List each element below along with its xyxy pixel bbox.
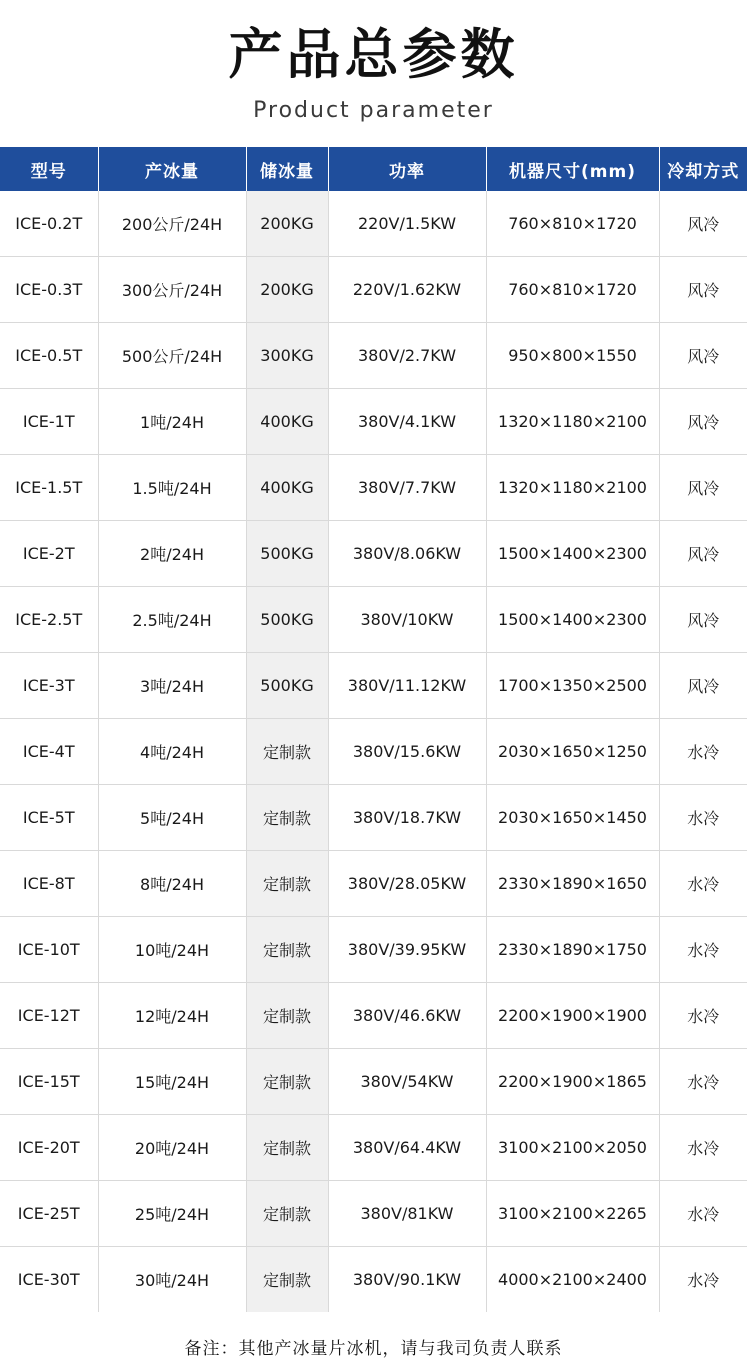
column-header-power: 功率 <box>328 147 486 191</box>
table-row <box>0 653 747 719</box>
table-row <box>0 1247 747 1313</box>
table-cell: ICE-0.5T <box>0 323 98 389</box>
table-row <box>0 851 747 917</box>
table-cell: 380V/4.1KW <box>328 389 486 455</box>
page-header <box>0 0 747 123</box>
table-cell: 8吨/24H <box>98 851 246 917</box>
table-cell: 定制款 <box>246 851 328 917</box>
table-cell: 380V/10KW <box>328 587 486 653</box>
table-cell: ICE-2.5T <box>0 587 98 653</box>
table-cell: 2200×1900×1900 <box>486 983 659 1049</box>
table-cell: 200KG <box>246 191 328 257</box>
table-cell: ICE-20T <box>0 1115 98 1181</box>
table-cell: 500KG <box>246 653 328 719</box>
table-row <box>0 785 747 851</box>
spec-table <box>0 147 747 1312</box>
table-cell: 760×810×1720 <box>486 257 659 323</box>
table-cell: 380V/2.7KW <box>328 323 486 389</box>
table-cell: 风冷 <box>659 587 747 653</box>
table-cell: ICE-1.5T <box>0 455 98 521</box>
table-cell: 风冷 <box>659 191 747 257</box>
table-cell: 5吨/24H <box>98 785 246 851</box>
table-cell: 380V/64.4KW <box>328 1115 486 1181</box>
table-row <box>0 323 747 389</box>
table-cell: 950×800×1550 <box>486 323 659 389</box>
table-cell: 380V/81KW <box>328 1181 486 1247</box>
table-cell: ICE-25T <box>0 1181 98 1247</box>
table-row <box>0 257 747 323</box>
spec-table-head <box>0 147 747 191</box>
table-cell: 12吨/24H <box>98 983 246 1049</box>
table-cell: ICE-10T <box>0 917 98 983</box>
table-cell: ICE-2T <box>0 521 98 587</box>
table-cell: 500公斤/24H <box>98 323 246 389</box>
table-cell: ICE-12T <box>0 983 98 1049</box>
table-cell: 定制款 <box>246 1115 328 1181</box>
table-cell: 2030×1650×1250 <box>486 719 659 785</box>
table-cell: 风冷 <box>659 653 747 719</box>
table-cell: 1320×1180×2100 <box>486 455 659 521</box>
table-cell: ICE-4T <box>0 719 98 785</box>
table-cell: 380V/8.06KW <box>328 521 486 587</box>
table-cell: 380V/90.1KW <box>328 1247 486 1313</box>
table-cell: 300公斤/24H <box>98 257 246 323</box>
table-cell: 定制款 <box>246 983 328 1049</box>
table-row <box>0 719 747 785</box>
table-cell: 10吨/24H <box>98 917 246 983</box>
table-cell: 1500×1400×2300 <box>486 521 659 587</box>
table-cell: 1500×1400×2300 <box>486 587 659 653</box>
table-cell: 2330×1890×1650 <box>486 851 659 917</box>
table-cell: 风冷 <box>659 389 747 455</box>
table-cell: 风冷 <box>659 521 747 587</box>
table-cell: 水冷 <box>659 1181 747 1247</box>
table-cell: 水冷 <box>659 719 747 785</box>
table-cell: ICE-15T <box>0 1049 98 1115</box>
table-cell: 500KG <box>246 587 328 653</box>
table-cell: 定制款 <box>246 785 328 851</box>
table-cell: 4000×2100×2400 <box>486 1247 659 1313</box>
table-cell: 定制款 <box>246 1181 328 1247</box>
table-cell: 水冷 <box>659 1247 747 1313</box>
table-cell: 380V/39.95KW <box>328 917 486 983</box>
table-cell: 380V/11.12KW <box>328 653 486 719</box>
table-row <box>0 587 747 653</box>
table-cell: 2330×1890×1750 <box>486 917 659 983</box>
table-cell: 220V/1.5KW <box>328 191 486 257</box>
table-header-row <box>0 147 747 191</box>
table-cell: 1320×1180×2100 <box>486 389 659 455</box>
table-row <box>0 455 747 521</box>
table-cell: 水冷 <box>659 1115 747 1181</box>
table-cell: 400KG <box>246 389 328 455</box>
table-cell: 3吨/24H <box>98 653 246 719</box>
table-cell: 水冷 <box>659 1049 747 1115</box>
table-cell: 760×810×1720 <box>486 191 659 257</box>
table-cell: 风冷 <box>659 257 747 323</box>
table-cell: ICE-8T <box>0 851 98 917</box>
page-title: 产品总参数 <box>228 23 519 86</box>
spec-table-body <box>0 191 747 1312</box>
table-cell: 200KG <box>246 257 328 323</box>
table-cell: 定制款 <box>246 1049 328 1115</box>
table-cell: 25吨/24H <box>98 1181 246 1247</box>
table-cell: ICE-3T <box>0 653 98 719</box>
table-row <box>0 1115 747 1181</box>
table-cell: ICE-0.2T <box>0 191 98 257</box>
table-cell: 380V/7.7KW <box>328 455 486 521</box>
table-row <box>0 389 747 455</box>
table-row <box>0 521 747 587</box>
table-cell: 30吨/24H <box>98 1247 246 1313</box>
footer-note: 备注：其他产冰量片冰机，请与我司负责人联系 <box>184 1339 563 1359</box>
table-cell: ICE-0.3T <box>0 257 98 323</box>
table-cell: 2200×1900×1865 <box>486 1049 659 1115</box>
table-cell: 1吨/24H <box>98 389 246 455</box>
table-cell: 15吨/24H <box>98 1049 246 1115</box>
table-cell: 定制款 <box>246 1247 328 1313</box>
column-header-model: 型号 <box>0 147 98 191</box>
table-cell: 400KG <box>246 455 328 521</box>
table-cell: 20吨/24H <box>98 1115 246 1181</box>
table-cell: 380V/28.05KW <box>328 851 486 917</box>
table-cell: 380V/54KW <box>328 1049 486 1115</box>
column-header-cooling: 冷却方式 <box>659 147 747 191</box>
table-cell: 3100×2100×2050 <box>486 1115 659 1181</box>
table-row <box>0 191 747 257</box>
column-header-dimensions: 机器尺寸(mm) <box>486 147 659 191</box>
table-cell: 定制款 <box>246 917 328 983</box>
column-header-ice-storage: 储冰量 <box>246 147 328 191</box>
table-row <box>0 983 747 1049</box>
table-cell: 水冷 <box>659 917 747 983</box>
table-cell: ICE-5T <box>0 785 98 851</box>
table-cell: 380V/18.7KW <box>328 785 486 851</box>
table-cell: 2吨/24H <box>98 521 246 587</box>
table-cell: 定制款 <box>246 719 328 785</box>
table-cell: ICE-1T <box>0 389 98 455</box>
table-cell: 2.5吨/24H <box>98 587 246 653</box>
page-subtitle: Product parameter <box>253 98 494 124</box>
column-header-ice-output: 产冰量 <box>98 147 246 191</box>
table-cell: 风冷 <box>659 455 747 521</box>
table-cell: 4吨/24H <box>98 719 246 785</box>
table-row <box>0 917 747 983</box>
spec-table-wrapper <box>0 147 747 1312</box>
table-cell: 500KG <box>246 521 328 587</box>
table-cell: 3100×2100×2265 <box>486 1181 659 1247</box>
table-cell: 1700×1350×2500 <box>486 653 659 719</box>
table-cell: 1.5吨/24H <box>98 455 246 521</box>
table-row <box>0 1181 747 1247</box>
table-cell: ICE-30T <box>0 1247 98 1313</box>
table-cell: 水冷 <box>659 983 747 1049</box>
table-cell: 380V/15.6KW <box>328 719 486 785</box>
table-cell: 200公斤/24H <box>98 191 246 257</box>
table-row <box>0 1049 747 1115</box>
table-cell: 300KG <box>246 323 328 389</box>
table-cell: 380V/46.6KW <box>328 983 486 1049</box>
table-cell: 220V/1.62KW <box>328 257 486 323</box>
table-cell: 2030×1650×1450 <box>486 785 659 851</box>
table-cell: 水冷 <box>659 785 747 851</box>
table-cell: 风冷 <box>659 323 747 389</box>
table-cell: 水冷 <box>659 851 747 917</box>
